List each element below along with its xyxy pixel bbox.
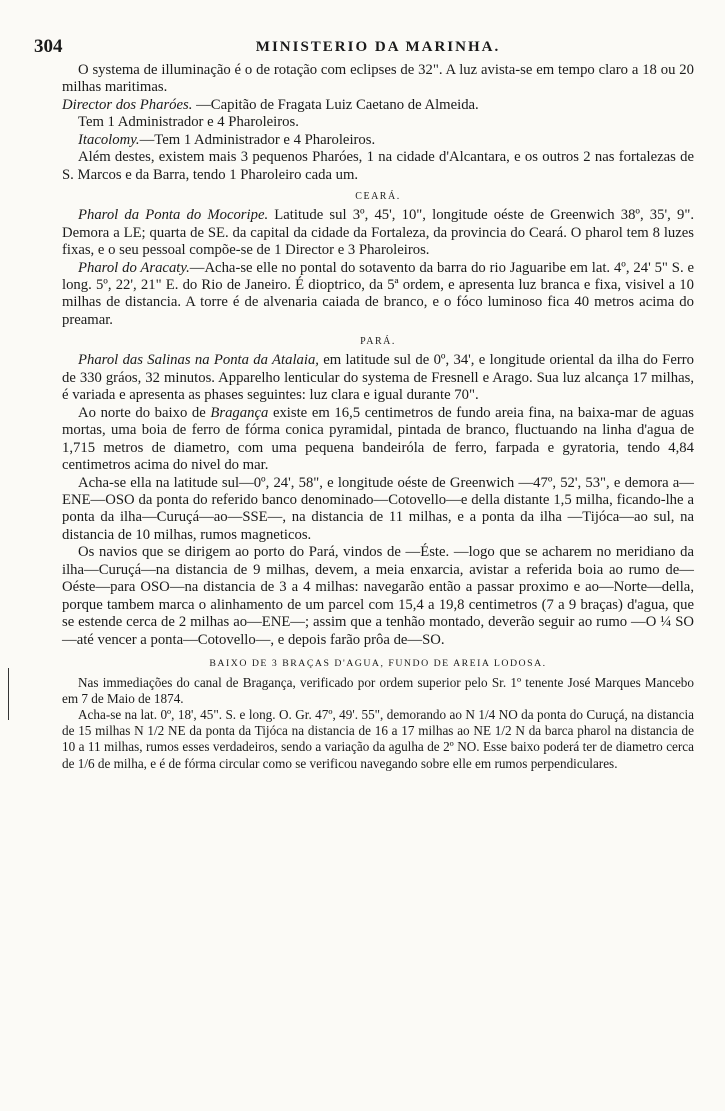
mocoripe-paragraph <box>62 207 694 259</box>
baixo-intro-paragraph: Nas immediações do canal de Bragança, verificado por ordem superior pelo Sr. 1º tenente José Marques Mancebo em 7 de Maio de 1874. <box>62 675 694 707</box>
mocoripe-label: Pharol da Ponta do Mocoripe. <box>78 207 269 224</box>
salinas-label: Pharol das Salinas na Ponta da Atalaia, <box>78 352 319 369</box>
itacolomy-text: —Tem 1 Administrador e 4 Pharoleiros. <box>139 131 376 148</box>
itacolomy-label: Itacolomy. <box>78 131 140 148</box>
mocoripe-text: Latitude sul 3º, 45', 10", longitude oéste de Greenwich 38º, 35', 9". Demora a LE; quarta de SE. da capital da cidade da Fortaleza, da provincia do Ceará. O pharol tem 8 luzes fixas, e o seu pessoal compõe-se de 1 Director e 3 Pharoleiros. <box>62 207 694 259</box>
other-lighthouses-paragraph: Além destes, existem mais 3 pequenos Pharóes, 1 na cidade d'Alcantara, e os outros 2 nas fortalezas de S. Marcos e da Barra, tendo 1 Pharoleiro cada um. <box>62 149 694 183</box>
document-page <box>34 36 694 772</box>
aracaty-paragraph <box>62 260 694 330</box>
aracaty-label: Pharol do Aracaty. <box>78 259 190 276</box>
itacolomy-line <box>62 132 694 149</box>
salinas-text: em latitude sul de 0º, 34', e longitude oriental da ilha do Ferro de 330 gráos, 32 minutos. Apparelho lenticular do systema de Fresnell e Arago. Sua luz alcança 17 milhas, é variada e apresenta as phases seguintes: luz clara e igual durante 70". <box>62 352 694 404</box>
buoy-position-paragraph: Acha-se ella na latitude sul—0º, 24', 58", e longitude oéste de Greenwich —47º, 52', 53", e demora a—ENE—OSO da ponta do referido banco denominado—Cotovello—e della distante 1,5 milha, ficando-lhe a ponta da ilha—Curuçá—ao—SSE—, na distancia de 11 milhas, e a ponta da ilha —Tijóca—ao sul, na distancia de 10 milhas, rumos magneticos. <box>62 474 694 543</box>
salinas-paragraph <box>62 352 694 404</box>
braganca-post: existe em 16,5 centimetros de fundo areia fina, na baixa-mar de aguas mortas, uma boia de ferro de fórma conica pyramidal, pintada de branco, fluctuando na linha d'agua de 1,715 metros de diametro, com uma pequena bandeiróla de ferro, farpada e gyratoria, tendo 4,84 centimetros acima do nivel do mar. <box>62 404 694 474</box>
page-number: 304 <box>34 36 63 57</box>
running-title: MINISTERIO DA MARINHA. <box>255 39 501 55</box>
braganca-paragraph <box>62 405 694 475</box>
baixo-position-paragraph: Acha-se na lat. 0º, 18', 45". S. e long. O. Gr. 47º, 49'. 55", demorando ao N 1/4 NO da ponta do Curuçá, na distancia de 15 milhas N 1/2 NE da ponta da Tijóca na distancia de 16 a 17 milhas ao NE 1/2 N da barca pharol na distancia de 10 a 11 milhas, rumos esses verdadeiros, sendo a variação da agulha de 2º NO. Esse baixo poderá ter de diametro cerca de 1/6 de milha, e é de fórma circular como se verificou navegando sobre elle em rumos perpendiculares. <box>62 707 694 771</box>
section-title-baixo: BAIXO DE 3 BRAÇAS D'AGUA, FUNDO DE AREIA LODOSA. <box>209 658 547 670</box>
aracaty-text: —Acha-se elle no pontal do sotavento da barra do rio Jaguaribe em lat. 4º, 24' 5" S. e long. 5º, 22', 21" E. do Rio de Janeiro. É dioptrico, da 5ª ordem, e apresenta luz branca e fixa, visivel a 10 milhas de distancia. A torre é de alvenaria caiada de branco, e o fóco luminoso fica 40 metros acima do preamar. <box>62 259 694 328</box>
navigation-paragraph: Os navios que se dirigem ao porto do Pará, vindos de —Éste. —logo que se acharem no meridiano da ilha—Curuçá—na distancia de 9 milhas, devem, a meia enxarcia, avistar a referida boia ao rumo de—Oéste—para OSO—na distancia de 3 a 4 milhas: navegarão então a passar proximo e ao—Norte—della, porque tambem marca o alinhamento de um parcel com 15,4 a 19,8 centimetros (7 a 9 braças) d'agua, que se estende cerca de 2 milhas ao—ENE—; assim que a tenhão montado, deverão seguir ao rumo —O ¼ SO—até vencer a ponta—Cotovello—, e depois farão prôa de—SO. <box>62 544 694 648</box>
page-header <box>34 36 694 58</box>
section-title-para: PARÁ. <box>360 336 396 348</box>
braganca-pre: Ao norte do baixo de <box>78 404 211 421</box>
director-label: Director dos Pharóes. <box>62 96 193 113</box>
braganca-name: Bragança <box>210 404 269 421</box>
margin-mark <box>8 668 9 720</box>
lighting-paragraph: O systema de illuminação é o de rotação com eclipses de 32". A luz avista-se em tempo claro a 18 ou 20 milhas maritimas. <box>62 62 694 96</box>
staff-line: Tem 1 Administrador e 4 Pharoleiros. <box>78 114 299 131</box>
director-text: —Capitão de Fragata Luiz Caetano de Almeida. <box>192 96 479 113</box>
director-line <box>62 97 694 114</box>
section-title-ceara: CEARÁ. <box>355 191 401 203</box>
